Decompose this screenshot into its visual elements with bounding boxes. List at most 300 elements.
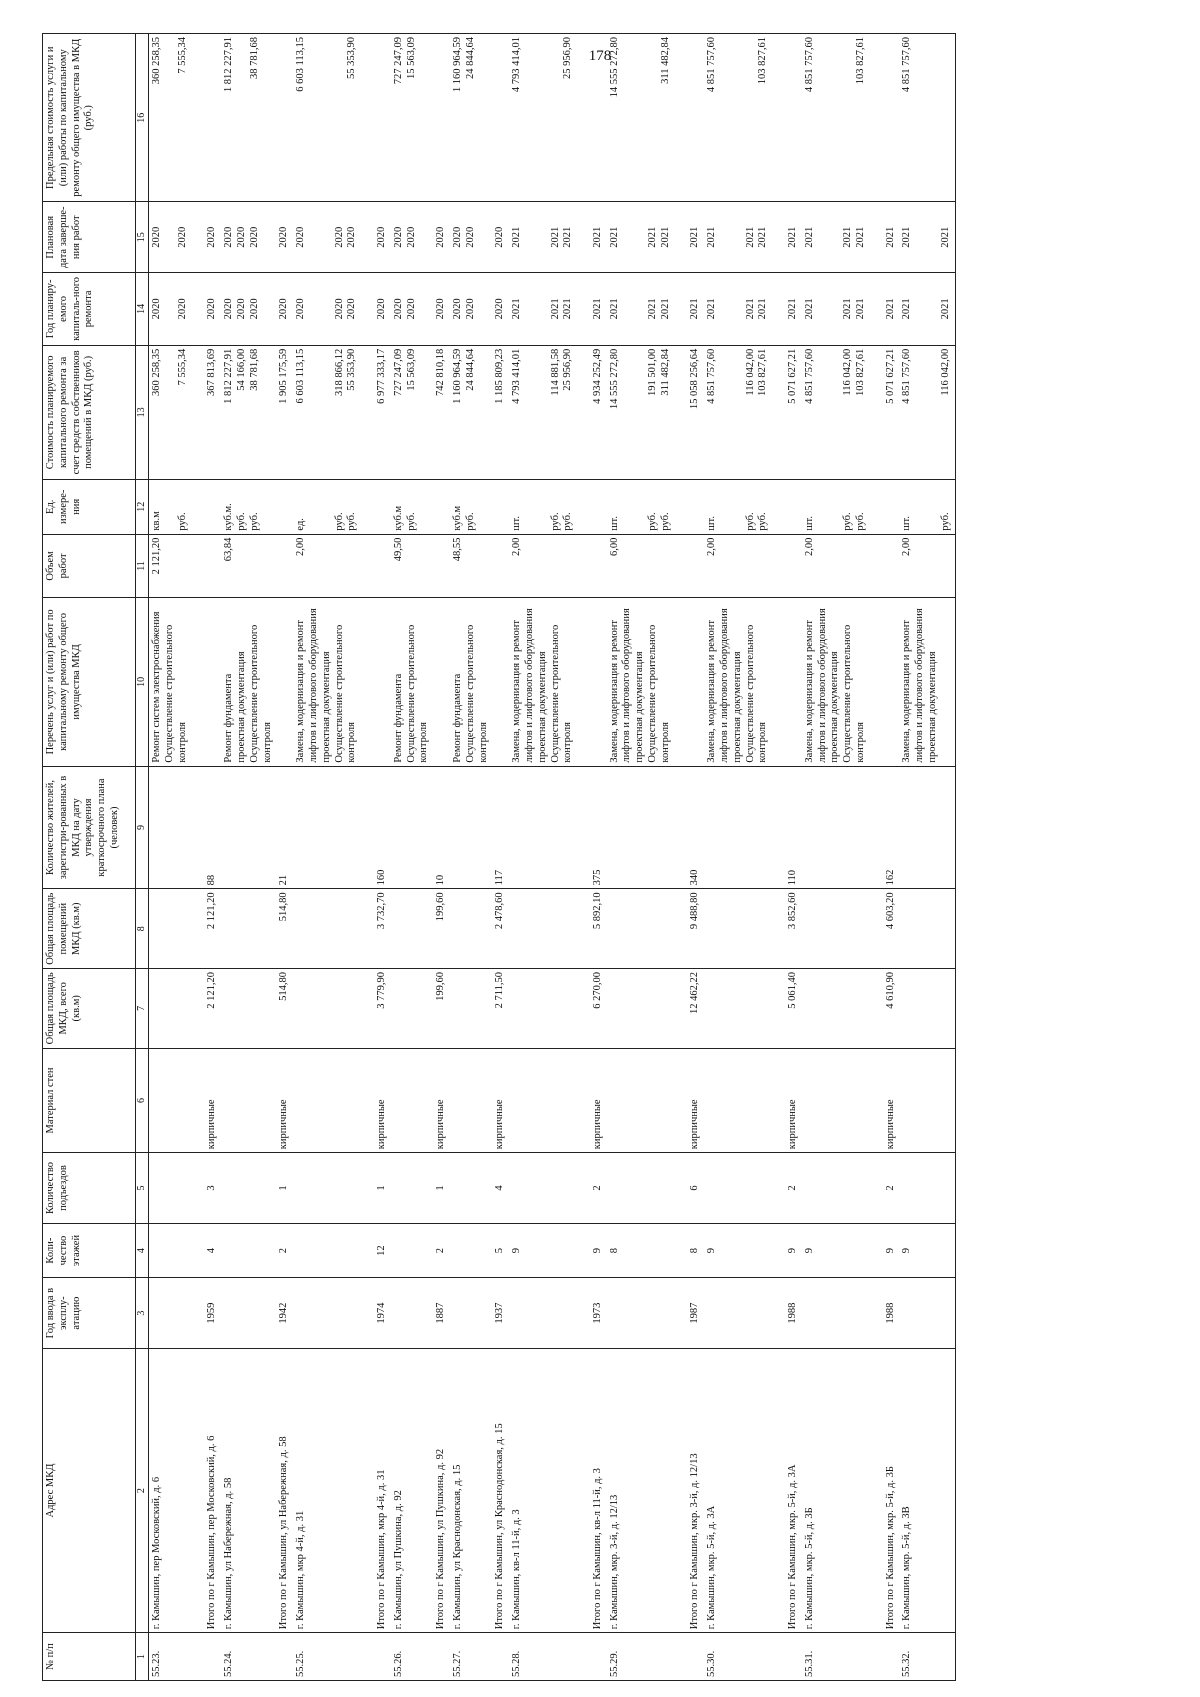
address-cell: г. Камышин, мкр. 5-й, д. 3В	[899, 1348, 955, 1632]
limit-cost-cell	[221, 34, 276, 202]
year-cell	[607, 1278, 688, 1349]
volume-cell-value: 2,00	[706, 537, 718, 556]
cost-cell-value: 4 851 757,60	[901, 348, 913, 404]
limit-cost-cell-value: 4 851 757,60	[803, 37, 815, 93]
completion-date-cell-value: 2021	[842, 226, 854, 248]
unit-cell	[276, 479, 293, 534]
unit-cell	[607, 479, 688, 534]
row-number	[785, 1633, 802, 1681]
column-header: Материал стен	[43, 1048, 136, 1153]
address-cell: г. Камышин, пер Московский, д. 6	[149, 1348, 205, 1632]
column-header: Общая площадь помещений МКД (кв.м)	[43, 889, 136, 969]
unit-cell	[785, 479, 802, 534]
works-cell-value: Замена, модернизация и ремонт лифтов и лифтового оборудования	[511, 608, 535, 763]
floors-cell: 9	[590, 1223, 607, 1278]
cost-cell	[899, 345, 955, 479]
row-number	[492, 1633, 509, 1681]
column-number: 13	[136, 345, 149, 479]
area-premises-cell: 2 121,20	[204, 889, 221, 969]
volume-cell	[590, 534, 607, 598]
works-cell-value: Осуществление строительного контроля	[842, 624, 867, 763]
works-cell	[785, 598, 802, 766]
row-number	[590, 1633, 607, 1681]
total-cost-cell: 5 071 627,21	[785, 345, 802, 479]
unit-cell	[509, 479, 590, 534]
floors-cell	[391, 1223, 433, 1278]
volume-cell-value: 2,00	[803, 537, 815, 556]
repair-year-cell	[221, 272, 276, 345]
repair-year-cell	[802, 272, 883, 345]
volume-cell-value	[647, 538, 660, 595]
unit-cell	[450, 479, 492, 534]
entrances-cell	[391, 1153, 433, 1224]
total-row	[492, 34, 509, 1681]
entrances-cell: 1	[433, 1153, 450, 1224]
works-cell-value: Осуществление строительного контроля	[405, 624, 430, 763]
volume-cell	[374, 534, 391, 598]
cost-cell-value: 727 247,09	[392, 348, 404, 397]
repair-year-cell-value: 2021	[647, 298, 659, 320]
unit-cell-value: руб.	[562, 512, 574, 531]
works-cell-value: Замена, модернизация и ремонт лифтов и лифтового оборудования	[901, 608, 926, 763]
row-number	[276, 1633, 293, 1681]
material-cell	[704, 1048, 785, 1153]
rotated-table-container	[42, 33, 1172, 1681]
works-cell	[607, 598, 688, 766]
year-cell	[450, 1278, 492, 1349]
repair-year-cell-value: 2021	[803, 298, 815, 320]
unit-cell-value: руб.	[248, 512, 260, 531]
cost-cell	[607, 345, 688, 479]
entrances-cell	[802, 1153, 883, 1224]
limit-cost-cell-value: 4 851 757,60	[901, 37, 913, 93]
address-cell: г. Камышин, ул Пушкина, д. 92	[391, 1348, 433, 1632]
year-cell	[221, 1278, 276, 1349]
completion-date-cell-value: 2021	[549, 226, 561, 248]
row-number: 55.28.	[509, 1633, 590, 1681]
works-cell	[899, 598, 955, 766]
table-row	[704, 34, 785, 1681]
unit-cell	[899, 479, 955, 534]
unit-cell	[433, 479, 450, 534]
volume-cell	[433, 534, 450, 598]
works-cell	[590, 598, 607, 766]
residents-cell: 160	[374, 766, 391, 889]
limit-cost-cell-value: 15 563,09	[405, 37, 417, 79]
volume-cell	[276, 534, 293, 598]
completion-date-cell-value: 2021	[659, 226, 671, 248]
repair-year-cell	[899, 272, 955, 345]
material-cell: кирпичные	[433, 1048, 450, 1153]
repair-year-cell-value: 2020	[235, 298, 247, 320]
repair-year-cell: 2020	[204, 272, 221, 345]
entrances-cell: 2	[785, 1153, 802, 1224]
row-number: 55.32.	[899, 1633, 955, 1681]
total-row	[590, 34, 607, 1681]
completion-date-cell-value: 2021	[562, 226, 574, 248]
limit-cost-cell	[704, 34, 785, 202]
repair-year-cell-value: 2020	[405, 298, 417, 320]
entrances-cell	[450, 1153, 492, 1224]
floors-cell	[149, 1223, 205, 1278]
unit-cell-value: шт.	[511, 516, 523, 531]
column-number: 4	[136, 1223, 149, 1278]
year-cell	[509, 1278, 590, 1349]
cost-cell-value: 116 042,00	[842, 348, 854, 396]
year-cell	[391, 1278, 433, 1349]
year-cell: 1974	[374, 1278, 391, 1349]
entrances-cell	[607, 1153, 688, 1224]
column-number: 12	[136, 479, 149, 534]
unit-cell-value: кв.м	[151, 511, 163, 531]
total-label-cell: Итого по г Камышин, ул Краснодонская, д. 15	[492, 1348, 509, 1632]
works-cell	[704, 598, 785, 766]
total-row	[433, 34, 450, 1681]
total-row	[883, 34, 900, 1681]
works-cell-value: Замена, модернизация и ремонт лифтов и лифтового оборудования	[706, 608, 731, 763]
entrances-cell	[293, 1153, 374, 1224]
completion-date-cell	[221, 202, 276, 273]
row-number: 55.26.	[391, 1633, 433, 1681]
column-number: 5	[136, 1153, 149, 1224]
column-header: Предельная стоимость услуги и (или) работы по капитальному ремонту общего имущества в МКД (руб.)	[43, 34, 136, 202]
completion-date-cell-value: 2020	[392, 226, 404, 248]
completion-date-cell-value: 2020	[405, 226, 417, 248]
column-header: Год ввода в эксплу-атацию	[43, 1278, 136, 1349]
works-cell-value: Замена, модернизация и ремонт лифтов и лифтового оборудования	[295, 608, 319, 763]
capital-repair-table	[42, 33, 956, 1681]
residents-cell: 88	[204, 766, 221, 889]
limit-cost-cell	[450, 34, 492, 202]
area-premises-cell	[293, 889, 374, 969]
column-number: 15	[136, 202, 149, 273]
residents-cell	[802, 766, 883, 889]
volume-cell	[391, 534, 433, 598]
limit-cost-cell-value	[745, 37, 758, 198]
limit-cost-cell-value: 7 555,34	[176, 37, 188, 74]
limit-cost-cell-value: 38 781,68	[248, 37, 260, 79]
unit-cell-value: шт.	[706, 516, 718, 531]
limit-cost-cell-value	[842, 37, 855, 198]
year-cell	[899, 1278, 955, 1349]
column-number: 6	[136, 1048, 149, 1153]
volume-cell-value	[177, 538, 203, 595]
repair-year-cell-value: 2020	[223, 298, 235, 320]
residents-cell: 10	[433, 766, 450, 889]
column-header: Количество жителей, зарегистри-рованных в МКД на дату утверждения краткосрочного плана (человек)	[43, 766, 136, 889]
unit-cell-value: шт.	[803, 516, 815, 531]
completion-date-cell-value: 2020	[346, 226, 358, 248]
completion-date-cell-value: 2020	[151, 226, 163, 248]
year-cell: 1942	[276, 1278, 293, 1349]
total-row	[785, 34, 802, 1681]
entrances-cell	[221, 1153, 276, 1224]
unit-cell	[391, 479, 433, 534]
year-cell: 1937	[492, 1278, 509, 1349]
completion-date-cell-value: 2020	[464, 226, 476, 248]
material-cell	[802, 1048, 883, 1153]
floors-cell: 9	[785, 1223, 802, 1278]
area-total-cell	[293, 969, 374, 1049]
works-cell-value: Ремонт фундамента	[451, 673, 463, 763]
limit-cost-cell-value	[940, 37, 953, 198]
works-cell	[276, 598, 293, 766]
volume-cell	[883, 534, 900, 598]
year-cell	[149, 1278, 205, 1349]
unit-cell-value: руб.	[346, 512, 358, 531]
material-cell: кирпичные	[687, 1048, 704, 1153]
area-total-cell	[899, 969, 955, 1049]
area-total-cell	[704, 969, 785, 1049]
limit-cost-cell-value: 1 160 964,59	[451, 37, 463, 93]
row-number: 55.23.	[149, 1633, 205, 1681]
works-cell	[374, 598, 391, 766]
area-premises-cell	[802, 889, 883, 969]
repair-year-cell-value: 2021	[549, 298, 561, 320]
repair-year-cell-value: 2021	[901, 298, 913, 320]
volume-cell-value: 63,84	[223, 537, 235, 562]
row-number	[374, 1633, 391, 1681]
cost-cell-value: 24 844,64	[464, 348, 476, 391]
floors-cell: 8	[687, 1223, 704, 1278]
volume-cell-value: 2,00	[295, 537, 307, 556]
works-cell-value: Замена, модернизация и ремонт лифтов и лифтового оборудования	[608, 608, 633, 763]
column-header: Перечень услуг и (или) работ по капитальному ремонту общего имущества МКД	[43, 598, 136, 766]
completion-date-cell: 2020	[204, 202, 221, 273]
unit-cell	[149, 479, 205, 534]
limit-cost-cell-value: 25 956,90	[562, 37, 574, 79]
material-cell: кирпичные	[204, 1048, 221, 1153]
area-premises-cell: 5 892,10	[590, 889, 607, 969]
total-label-cell: Итого по г Камышин, мкр 4-й, д. 31	[374, 1348, 391, 1632]
area-premises-cell: 3 852,60	[785, 889, 802, 969]
works-cell	[687, 598, 704, 766]
row-number	[433, 1633, 450, 1681]
cost-cell-value: 103 827,61	[855, 348, 867, 397]
repair-year-cell-value: 2020	[451, 298, 463, 320]
cost-cell-value: 116 042,00	[939, 348, 951, 396]
area-premises-cell	[704, 889, 785, 969]
cost-cell-value: 6 603 113,15	[295, 348, 307, 404]
unit-cell	[590, 479, 607, 534]
cost-cell	[221, 345, 276, 479]
repair-year-cell-value: 2021	[757, 298, 769, 320]
unit-cell-value: куб.м	[392, 505, 404, 531]
works-cell-value: Ремонт систем электроснабжения	[151, 611, 163, 763]
entrances-cell: 2	[590, 1153, 607, 1224]
area-premises-cell	[509, 889, 590, 969]
volume-cell-value: 6,00	[608, 537, 620, 556]
unit-cell	[374, 479, 391, 534]
area-premises-cell	[607, 889, 688, 969]
total-label-cell: Итого по г Камышин, кв-л 11-й, д. 3	[590, 1348, 607, 1632]
residents-cell: 340	[687, 766, 704, 889]
material-cell: кирпичные	[785, 1048, 802, 1153]
limit-cost-cell	[687, 34, 704, 202]
works-cell-value: проектная документация	[731, 651, 743, 763]
works-cell	[509, 598, 590, 766]
area-total-cell: 2 711,50	[492, 969, 509, 1049]
table-row	[293, 34, 374, 1681]
residents-cell	[450, 766, 492, 889]
year-cell: 1887	[433, 1278, 450, 1349]
repair-year-cell	[607, 272, 688, 345]
completion-date-cell-value: 2020	[248, 226, 260, 248]
entrances-cell	[149, 1153, 205, 1224]
limit-cost-cell-value: 4 851 757,60	[706, 37, 718, 93]
cost-cell-value: 25 956,90	[562, 348, 574, 391]
cost-cell	[391, 345, 433, 479]
limit-cost-cell	[149, 34, 205, 202]
unit-cell-value: руб.	[647, 512, 659, 531]
works-cell	[391, 598, 433, 766]
works-cell	[492, 598, 509, 766]
unit-cell-value: руб.	[176, 512, 188, 531]
unit-cell-value: куб.м	[451, 505, 463, 531]
floors-cell: 2	[276, 1223, 293, 1278]
row-number: 55.29.	[607, 1633, 688, 1681]
completion-date-cell: 2020	[492, 202, 509, 273]
volume-cell-value: 2,00	[511, 537, 523, 556]
limit-cost-cell-value: 103 827,61	[757, 37, 769, 85]
area-total-cell	[221, 969, 276, 1049]
column-number: 16	[136, 34, 149, 202]
area-premises-cell: 4 603,20	[883, 889, 900, 969]
works-cell-value: Осуществление строительного контроля	[647, 624, 671, 763]
volume-cell-value	[406, 538, 432, 595]
column-number: 11	[136, 534, 149, 598]
floors-cell: 12	[374, 1223, 391, 1278]
completion-date-cell-value: 2021	[939, 226, 951, 248]
row-number: 55.27.	[450, 1633, 492, 1681]
total-row	[276, 34, 293, 1681]
cost-cell-value: 360 258,35	[151, 348, 163, 397]
repair-year-cell	[704, 272, 785, 345]
total-cost-cell: 4 934 252,49	[590, 345, 607, 479]
entrances-cell: 4	[492, 1153, 509, 1224]
completion-date-cell: 2021	[785, 202, 802, 273]
works-cell	[883, 598, 900, 766]
column-number: 2	[136, 1348, 149, 1632]
completion-date-cell	[450, 202, 492, 273]
table-row	[607, 34, 688, 1681]
limit-cost-cell-value: 1 812 227,91	[223, 37, 235, 93]
repair-year-cell-value: 2020	[295, 298, 307, 320]
cost-cell-value: 7 555,34	[176, 348, 188, 386]
works-cell-value: проектная документация	[829, 651, 841, 763]
column-number: 3	[136, 1278, 149, 1349]
unit-cell-value: руб.	[659, 512, 671, 531]
area-total-cell	[450, 969, 492, 1049]
area-premises-cell	[221, 889, 276, 969]
repair-year-cell: 2020	[374, 272, 391, 345]
limit-cost-cell-value	[334, 37, 347, 198]
volume-cell	[785, 534, 802, 598]
cost-cell	[802, 345, 883, 479]
unit-cell-value: руб.	[757, 512, 769, 531]
cost-cell-value: 14 555 272,80	[608, 348, 620, 410]
cost-cell-value: 318 866,12	[333, 348, 345, 397]
unit-cell-value: куб.м.	[223, 503, 235, 531]
completion-date-cell-value: 2020	[451, 226, 463, 248]
area-total-cell	[509, 969, 590, 1049]
completion-date-cell	[704, 202, 785, 273]
residents-cell: 21	[276, 766, 293, 889]
area-total-cell: 199,60	[433, 969, 450, 1049]
column-number: 1	[136, 1633, 149, 1681]
volume-cell-value	[745, 538, 758, 595]
total-row	[687, 34, 704, 1681]
repair-year-cell: 2021	[590, 272, 607, 345]
material-cell: кирпичные	[883, 1048, 900, 1153]
floors-cell	[293, 1223, 374, 1278]
limit-cost-cell-value	[236, 37, 249, 198]
repair-year-cell-value: 2021	[511, 298, 523, 320]
cost-cell-value: 191 501,00	[647, 348, 659, 397]
works-cell-value: Осуществление строительного контроля	[549, 624, 574, 763]
column-number: 14	[136, 272, 149, 345]
column-header: Адрес МКД	[43, 1348, 136, 1632]
column-number: 8	[136, 889, 149, 969]
repair-year-cell-value: 2021	[842, 298, 854, 320]
limit-cost-cell	[204, 34, 221, 202]
row-number: 55.30.	[704, 1633, 785, 1681]
cost-cell-value: 54 166,00	[235, 348, 247, 391]
material-cell	[221, 1048, 276, 1153]
residents-cell	[704, 766, 785, 889]
volume-cell	[607, 534, 688, 598]
total-cost-cell: 15 058 256,64	[687, 345, 704, 479]
repair-year-cell-value: 2020	[151, 298, 163, 320]
completion-date-cell	[149, 202, 205, 273]
area-premises-cell	[391, 889, 433, 969]
completion-date-cell	[607, 202, 688, 273]
total-cost-cell: 6 977 333,17	[374, 345, 391, 479]
limit-cost-cell-value: 103 827,61	[855, 37, 867, 85]
material-cell: кирпичные	[374, 1048, 391, 1153]
limit-cost-cell-value	[550, 37, 563, 198]
repair-year-cell-value: 2020	[176, 298, 188, 320]
area-total-cell: 4 610,90	[883, 969, 900, 1049]
repair-year-cell-value: 2021	[855, 298, 867, 320]
completion-date-cell-value: 2020	[176, 226, 188, 248]
repair-year-cell	[149, 272, 205, 345]
limit-cost-cell	[293, 34, 374, 202]
table-row	[391, 34, 433, 1681]
volume-cell	[293, 534, 374, 598]
row-number: 55.24.	[221, 1633, 276, 1681]
address-cell: г. Камышин, мкр. 3-й, д. 12/13	[607, 1348, 688, 1632]
material-cell	[509, 1048, 590, 1153]
volume-cell-value: 2 121,20	[151, 537, 163, 575]
column-header: Плановая дата заверше-ния работ	[43, 202, 136, 273]
total-label-cell: Итого по г Камышин, ул Набережная, д. 58	[276, 1348, 293, 1632]
material-cell: кирпичные	[492, 1048, 509, 1153]
year-cell: 1973	[590, 1278, 607, 1349]
cost-cell	[293, 345, 374, 479]
volume-cell	[687, 534, 704, 598]
residents-cell	[149, 766, 205, 889]
completion-date-cell	[391, 202, 433, 273]
row-number	[883, 1633, 900, 1681]
limit-cost-cell-value: 24 844,64	[464, 37, 476, 79]
entrances-cell: 3	[204, 1153, 221, 1224]
floors-cell: 9	[899, 1223, 955, 1278]
column-number: 9	[136, 766, 149, 889]
cost-cell-value: 55 353,90	[346, 348, 358, 391]
floors-cell: 8	[607, 1223, 688, 1278]
cost-cell-value: 15 563,09	[405, 348, 417, 391]
